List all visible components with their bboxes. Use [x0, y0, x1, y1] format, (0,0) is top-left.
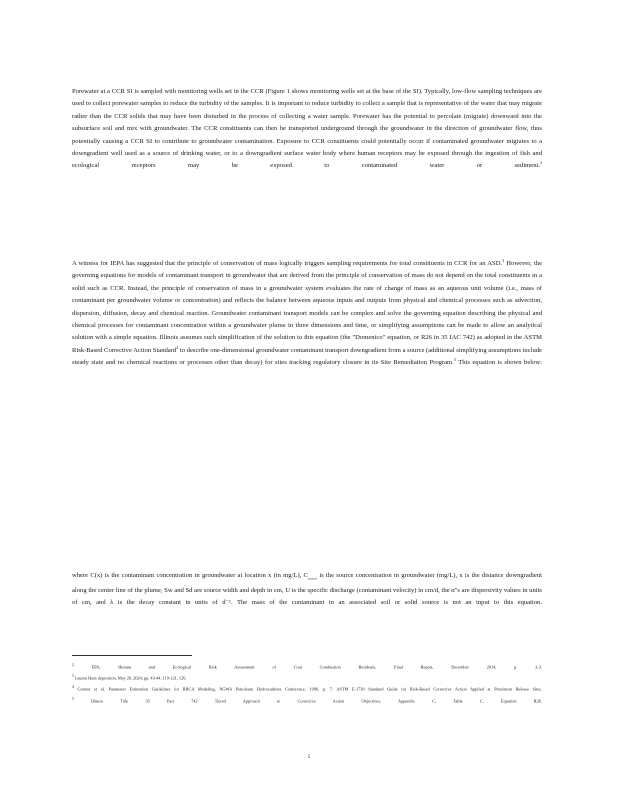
variables-text-start: where C(x) is the contaminant concentration in groundwater at location x (in mg/L), C — [72, 572, 308, 579]
footnote-ref-5: 5 — [453, 357, 456, 363]
paragraph-transport-text: to describe one-dimensional groundwater contaminant transport downgradient from a source (additional simplifying assumptions include steady state and no chemical reactions or processes other than decay) for sites tracking regulatory closure in its Site Remediation Program. — [72, 346, 542, 367]
page-number: 5 — [307, 755, 311, 760]
paragraph-governing-equations-text: However, the governing equations for models of contaminant transport in groundwater that are derived from the principle of conservation of mass do not depend on the total constituents in a solid such as CCR. Instead, the principle of conservation of mass in a groundwater system evaluates the rate of change of mass as an aqueous unit volume (i.e., mass of contaminant per groundwater volume or concentration) and reflects the balance between aqueous inputs and outputs from physical and chemical processes such as advection, dispersion, diffusion, decay and chemical reaction. Groundwater contaminant transport models can be complex and solve the governing equation describing the physical and chemical processes for contaminant concentration within a groundwater plume in three dimensions and time, or simplifying assumptions can be made to allow an analytical solution with a simple equation. Illinois assumes such simplification of the solution to this equation (the "Domenico" equation, or R26 in 35 IAC 742) as adopted in the ASTM Risk-Based Corrective Action Standard — [72, 260, 543, 354]
footnote-4: $^4$ Connor et al. Parameter Estimation Guidelines for RBCA Modeling, NGWA Petroleum Hydrocarbons Conference, 1996, p. 7; ASTM E-1739 Standard Guide for Risk-Based Corrective Action Applied at Petroleum Release Sites. — [72, 685, 543, 692]
footnote-ref-4: 4 — [176, 344, 179, 350]
footnote-2: $^2$ EPA, Human and Ecological Risk Assessment of Coal Combustion Residuals, Final Report, December 2014, p. 2-3. — [72, 663, 542, 670]
equation-placeholder — [72, 484, 542, 564]
variables-text-rest: is the source concentration in groundwater (mg/L), x is the distance downgradient along the center line of the plume, Sw and Sd are source width and depth in cm, U is the specific discharge (contaminant velocity) in cm/d, the α"s are dispersivity values in units of cm, and λ is the decay constant in units of d⁻¹. The mass of the contaminant in an associated soil or solid source is not an input to this equation. — [72, 572, 542, 607]
paragraph-porewater-text: Porewater at a CCR SI is sampled with monitoring wells set in the CCR (Figure 1 shows monitoring wells set at the base of the SI). Typically, low-flow sampling techniques are used to collect porewater samples to reduce the turbidity of the samples. It is important to reduce turbidity to collect a sample that is representative of the water that may migrate rather than the CCR solids that may have been disturbed in the process of collecting a water sample. Porewater has the potential to percolate (migrate) downward into the subsurface soil and mix with groundwater. The CCR constituents can then be transported underground through the groundwater in the direction of groundwater flow, thus potentially causing a CCR SI to contribute to groundwater contamination. Exposure to CCR constituents could potentially occur if contaminated groundwater migrates to a downgradient well used as a source of drinking water, or to a downgradient surface water body where human receptors may be exposed through the ingestion of fish and ecological receptors may be exposed to contaminated water or sediment. — [72, 88, 542, 170]
footnote-5: $^5$ Illinois Title 35 Part 742 Tiered Approach to Corrective Action Objectives, Appendix C, Table C, Equation R26. — [72, 696, 542, 704]
footnote-3: $^3$ Lauren Hunt deposition, May 26, 2024, pp. 43-44, 119-121, 126. — [72, 674, 187, 681]
footnote-ref-2: 2 — [540, 160, 542, 166]
footnote-separator — [72, 655, 192, 656]
paragraph-witness-text: A witness for IEPA has suggested that the principle of conservation of mass logically triggers sampling requirements for total constituents in CCR for an ASD. — [72, 260, 503, 267]
footnote-ref-3: 3 — [502, 258, 505, 263]
subscript-source: source — [307, 576, 318, 581]
paragraph-conservation-of-mass — [72, 258, 542, 370]
paragraph-equation-intro: This equation is shown below: — [458, 359, 543, 367]
paragraph-equation-variables — [72, 570, 542, 610]
footnotes — [72, 661, 542, 706]
paragraph-porewater — [72, 86, 542, 173]
